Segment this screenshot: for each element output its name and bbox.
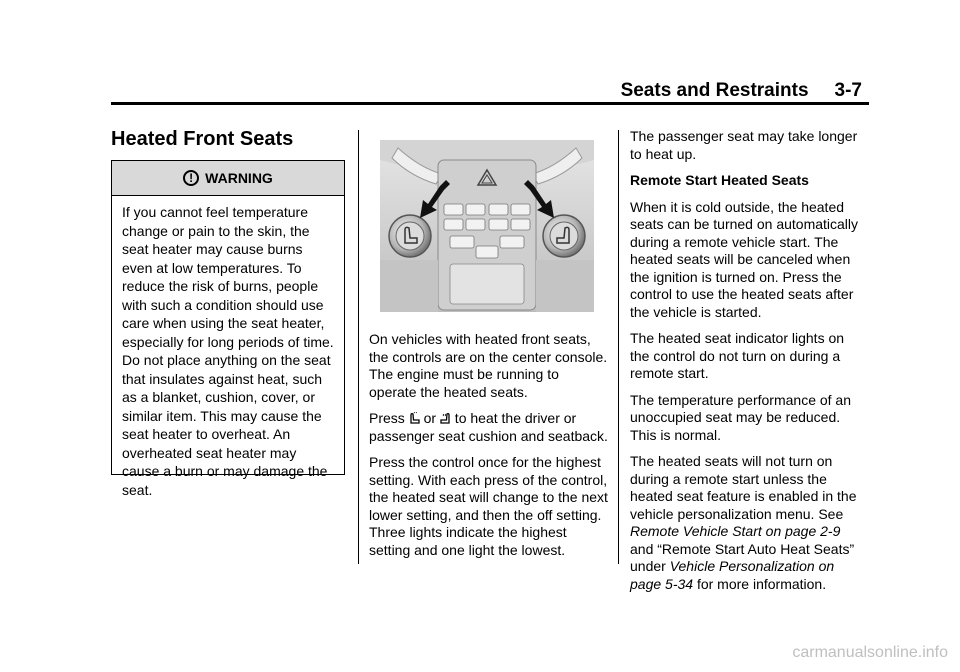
header-section-title: Seats and Restraints <box>620 80 809 101</box>
header-rule <box>111 102 869 105</box>
remote-vehicle-start-link[interactable]: Remote Vehicle Start on page 2-9 <box>630 523 841 539</box>
footer-watermark: carmanualsonline.info <box>792 644 948 661</box>
passenger-heated-seat-icon <box>440 412 451 424</box>
warning-text: If you cannot feel temperature change or pain to the skin, the seat heater may cause burns even at low temperatures. To reduce the risk of burns, people with such a condition should use care when using the seat heater, especially for long periods of time. Do not place anything on the seat that insulates against heat, such as a blanket, cushion, cover, or similar item. This may cause the seat heater to overheat. An overheated seat heater may cause a burn or may damage the seat. <box>122 204 334 498</box>
warning-header <box>112 161 344 196</box>
column-divider-right <box>618 130 619 564</box>
right-paragraph-3: The heated seat indicator lights on the control do not turn on during a remote start. <box>630 330 845 381</box>
remote-start-subheading: Remote Start Heated Seats <box>630 172 809 188</box>
center-console-heated-seat-controls-illustration <box>380 140 594 312</box>
warning-label: WARNING <box>205 170 273 186</box>
header-page-number: 3-7 <box>834 80 862 101</box>
column-divider-left <box>358 130 359 564</box>
driver-heated-seat-icon <box>409 412 420 424</box>
middle-paragraph-3: Press the control once for the highest setting. With each press of the control, the heated seat will change to the next lower setting, and then the off setting. Three lights indicate the highest setting and one light the lowest. <box>369 454 608 558</box>
right-paragraph-5: The heated seats will not turn on during a remote start unless the heated seat feature is enabled in the vehicle personalization menu. See Remote Vehicle Start on page 2-9 and “Remote Start Auto Heat Seats” under Vehicle Personalization on page 5-34 for more information. <box>630 453 857 592</box>
middle-paragraph-2: Press or to heat the driver or passenger seat cushion and seatback. <box>369 410 608 444</box>
vehicle-personalization-link[interactable]: Vehicle Personalization on page 5-34 <box>630 558 835 592</box>
right-paragraph-2: When it is cold outside, the heated seats can be turned on automatically during a remote vehicle start. The heated seats will be canceled when the ignition is turned on. Press the control to use the heated seats after the vehicle is started. <box>630 198 859 320</box>
warning-box <box>111 160 345 498</box>
section-title: Heated Front Seats <box>111 128 294 150</box>
right-paragraph-1: The passenger seat may take longer to heat up. <box>630 128 858 162</box>
middle-column <box>369 331 609 568</box>
right-column <box>630 128 865 602</box>
right-paragraph-4: The temperature performance of an unoccupied seat may be reduced. This is normal. <box>630 391 852 443</box>
exclamation-circle-icon: ! <box>183 170 199 186</box>
running-header <box>621 80 862 102</box>
middle-paragraph-1: On vehicles with heated front seats, the controls are on the center console. The engine must be running to operate the heated seats. <box>369 331 608 400</box>
